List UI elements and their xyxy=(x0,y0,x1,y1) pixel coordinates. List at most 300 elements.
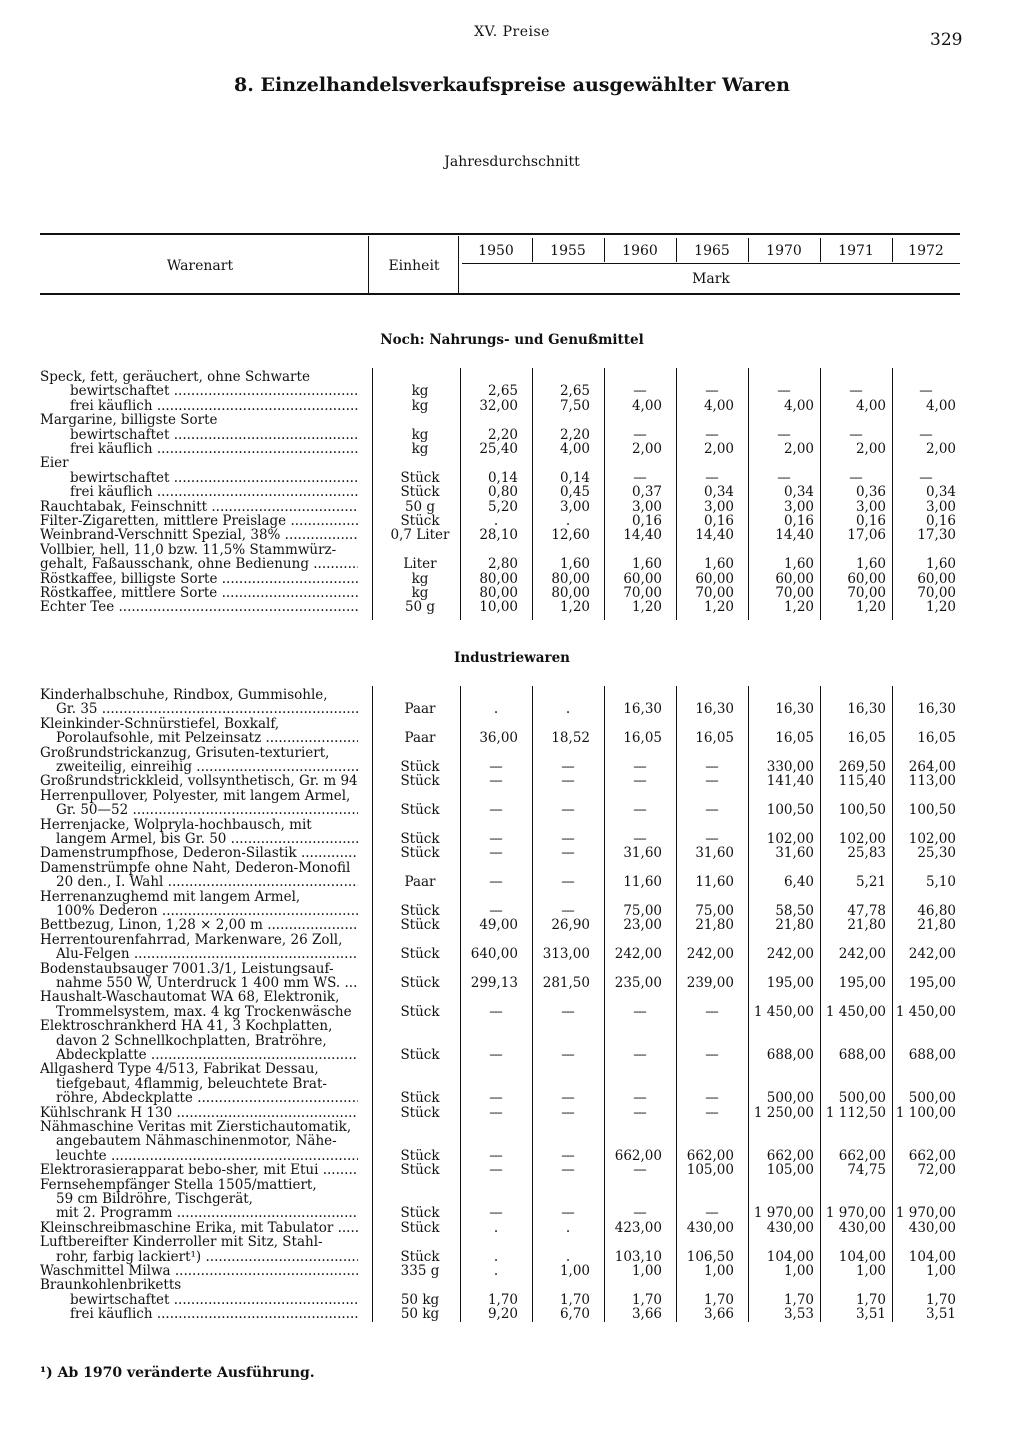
price-cell: 105,00 xyxy=(766,1162,814,1179)
price-cell: 2,65 xyxy=(487,383,518,400)
price-cell: 1,00 xyxy=(559,1263,590,1279)
table-row xyxy=(0,1178,1024,1192)
price-cell: 25,40 xyxy=(479,441,518,457)
row-label: Herrenjacke, Wolpryla-hochbausch, mit xyxy=(40,817,312,832)
price-cell: 2,00 xyxy=(925,441,956,457)
price-cell: 430,00 xyxy=(838,1219,886,1236)
price-cell: 70,00 xyxy=(847,585,886,601)
price-cell: 104,00 xyxy=(766,1248,814,1265)
row-label: Kühlschrank H 130 ..... xyxy=(40,1106,358,1120)
price-cell: 75,00 xyxy=(623,903,662,919)
row-label: Großrundstrickkleid, vollsynthetisch, Gr. m 94 xyxy=(40,774,358,789)
price-cell: 1 970,00 xyxy=(895,1205,956,1222)
price-cell: — xyxy=(489,1047,503,1063)
column-header-year: 1971 xyxy=(838,243,874,259)
row-label: Weinbrand-Verschnitt Spezial, 38% ..... xyxy=(40,528,358,542)
price-cell: — xyxy=(705,759,719,775)
price-cell: — xyxy=(561,1104,575,1121)
price-cell: 17,06 xyxy=(847,527,886,544)
price-cell: 31,60 xyxy=(695,845,734,862)
price-cell: 430,00 xyxy=(908,1219,956,1236)
table-row xyxy=(0,890,1024,904)
header-divider xyxy=(458,236,459,293)
price-cell: 4,00 xyxy=(855,397,886,414)
price-cell: — xyxy=(561,1147,575,1164)
year-divider xyxy=(532,238,533,262)
row-label: Rauchtabak, Feinschnitt ..... xyxy=(40,500,358,514)
price-cell: — xyxy=(849,469,863,486)
column-header-einheit: Einheit xyxy=(388,258,440,274)
price-cell: — xyxy=(849,383,863,400)
row-label: 100% Dederon ..... xyxy=(56,904,358,918)
price-cell: — xyxy=(919,426,933,443)
price-cell: 60,00 xyxy=(695,570,734,587)
price-cell: 104,00 xyxy=(908,1248,956,1265)
price-cell: 3,53 xyxy=(783,1306,814,1323)
price-cell: 662,00 xyxy=(838,1147,886,1164)
price-cell: — xyxy=(489,802,503,819)
price-cell: — xyxy=(633,1047,647,1063)
row-unit: kg xyxy=(411,585,429,601)
price-cell: 0,80 xyxy=(487,484,518,501)
price-cell: 1,70 xyxy=(855,1291,886,1308)
table-row xyxy=(0,1019,1024,1033)
table-row xyxy=(0,572,1024,586)
price-cell: 46,80 xyxy=(917,903,956,919)
price-cell: 36,00 xyxy=(479,730,518,747)
price-cell: 0,16 xyxy=(783,513,814,529)
price-cell: 21,80 xyxy=(847,917,886,934)
price-cell: 16,30 xyxy=(917,701,956,718)
price-cell: 2,20 xyxy=(487,426,518,443)
row-unit: Stück xyxy=(400,1219,440,1236)
row-label: Trommelsystem, max. 4 kg Trockenwäsche xyxy=(56,1004,352,1019)
row-unit: Stück xyxy=(400,845,440,862)
price-cell: 1 250,00 xyxy=(753,1104,814,1121)
price-cell: 1,70 xyxy=(783,1291,814,1308)
price-cell: — xyxy=(777,426,791,443)
table-row xyxy=(0,774,1024,788)
price-cell: 4,00 xyxy=(703,397,734,414)
price-cell: 21,80 xyxy=(775,917,814,934)
price-cell: 1,70 xyxy=(631,1291,662,1308)
row-label: Vollbier, hell, 11,0 bzw. 11,5% Stammwürz- xyxy=(40,542,337,557)
price-cell: 60,00 xyxy=(775,570,814,587)
price-cell: — xyxy=(489,759,503,775)
price-cell: — xyxy=(561,1047,575,1063)
price-cell: — xyxy=(489,874,503,891)
price-cell: 11,60 xyxy=(695,874,734,891)
price-cell: — xyxy=(489,1104,503,1121)
price-cell: — xyxy=(561,1003,575,1020)
price-cell: 3,00 xyxy=(925,498,956,515)
table-row xyxy=(0,500,1024,514)
price-cell: — xyxy=(705,1047,719,1063)
row-unit: 50 kg xyxy=(400,1291,440,1308)
price-cell: — xyxy=(633,1104,647,1121)
price-cell: 235,00 xyxy=(614,975,662,991)
footnote: ¹) Ab 1970 veränderte Ausführung. xyxy=(40,1365,315,1381)
price-cell: — xyxy=(633,1205,647,1222)
price-cell: 3,00 xyxy=(631,498,662,515)
row-label: Herrentourenfahrrad, Markenware, 26 Zoll, xyxy=(40,932,343,947)
price-cell: 1,20 xyxy=(925,599,956,616)
row-label: Margarine, billigste Sorte xyxy=(40,413,218,428)
price-cell: 16,30 xyxy=(623,701,662,718)
table-row xyxy=(0,586,1024,600)
price-cell: 1,20 xyxy=(703,599,734,616)
price-cell: — xyxy=(705,426,719,443)
price-cell: 3,66 xyxy=(703,1306,734,1323)
row-label: Luftbereifter Kinderroller mit Sitz, Stahl- xyxy=(40,1235,323,1250)
price-cell: 70,00 xyxy=(917,585,956,601)
price-cell: 6,40 xyxy=(783,874,814,891)
table-row xyxy=(0,456,1024,470)
price-cell: 239,00 xyxy=(686,975,734,991)
price-cell: 195,00 xyxy=(766,975,814,991)
price-cell: 299,13 xyxy=(470,975,518,991)
price-cell: 60,00 xyxy=(847,570,886,587)
price-cell: 2,00 xyxy=(855,441,886,457)
table-row xyxy=(0,471,1024,485)
price-cell: — xyxy=(633,1003,647,1020)
price-cell: 47,78 xyxy=(847,903,886,919)
year-divider xyxy=(892,238,893,262)
price-cell: 58,50 xyxy=(775,903,814,919)
table-row xyxy=(0,702,1024,716)
row-unit: Stück xyxy=(400,513,440,529)
row-unit: Stück xyxy=(400,1248,440,1265)
row-label: Röstkaffee, billigste Sorte ..... xyxy=(40,572,358,586)
price-cell: 16,30 xyxy=(695,701,734,718)
row-unit: Stück xyxy=(400,469,440,486)
price-cell: 2,00 xyxy=(783,441,814,457)
price-cell: 31,60 xyxy=(775,845,814,862)
row-label: röhre, Abdeckplatte ..... xyxy=(56,1091,358,1105)
price-cell: 0,14 xyxy=(559,469,590,486)
price-cell: 500,00 xyxy=(908,1090,956,1107)
price-cell: . xyxy=(493,1263,499,1279)
table-row xyxy=(0,990,1024,1004)
row-unit: Stück xyxy=(400,1047,440,1063)
price-cell: 1,00 xyxy=(631,1263,662,1279)
price-cell: — xyxy=(705,383,719,400)
row-unit: Stück xyxy=(400,946,440,963)
price-cell: 0,34 xyxy=(703,484,734,501)
column-header-year: 1970 xyxy=(766,243,802,259)
price-cell: — xyxy=(561,1090,575,1107)
row-label: Gr. 35 ..... xyxy=(56,702,358,716)
price-cell: 141,40 xyxy=(766,773,814,790)
price-cell: 1 450,00 xyxy=(825,1003,886,1020)
table-row xyxy=(0,384,1024,398)
table-row xyxy=(0,485,1024,499)
price-cell: . xyxy=(565,513,571,529)
row-label: Haushalt-Waschautomat WA 68, Elektronik, xyxy=(40,990,340,1005)
header-divider xyxy=(368,236,369,293)
row-label: bewirtschaftet ..... xyxy=(70,384,358,398)
section-title: Noch: Nahrungs- und Genußmittel xyxy=(380,332,644,348)
table-row xyxy=(0,1091,1024,1105)
table-row xyxy=(0,370,1024,384)
price-cell: 1,20 xyxy=(855,599,886,616)
price-cell: — xyxy=(489,831,503,847)
price-cell: 1,20 xyxy=(631,599,662,616)
price-cell: 640,00 xyxy=(470,946,518,963)
row-label: Kleinschreibmaschine Erika, mit Tabulator ..... xyxy=(40,1221,358,1235)
table-row xyxy=(0,557,1024,571)
price-cell: 25,83 xyxy=(847,845,886,862)
price-cell: 313,00 xyxy=(542,946,590,963)
year-divider xyxy=(604,238,605,262)
row-label: Allgasherd Type 4/513, Fabrikat Dessau, xyxy=(40,1062,319,1077)
row-label: zweiteilig, einreihig ..... xyxy=(56,760,358,774)
price-cell: 2,80 xyxy=(487,556,518,573)
price-cell: 102,00 xyxy=(838,831,886,847)
price-cell: 26,90 xyxy=(551,917,590,934)
header-bottom-rule xyxy=(40,293,960,295)
price-cell: 4,00 xyxy=(925,397,956,414)
price-cell: 16,30 xyxy=(847,701,886,718)
table-row xyxy=(0,1264,1024,1278)
price-cell: . xyxy=(493,701,499,718)
row-unit: Stück xyxy=(400,975,440,991)
table-row xyxy=(0,904,1024,918)
table-row xyxy=(0,528,1024,542)
table-subtitle: Jahresdurchschnitt xyxy=(444,154,580,170)
price-cell: 0,37 xyxy=(631,484,662,501)
price-cell: 60,00 xyxy=(917,570,956,587)
price-cell: — xyxy=(705,802,719,819)
section-title: Industriewaren xyxy=(454,650,570,666)
price-cell: 80,00 xyxy=(551,570,590,587)
price-cell: 1 450,00 xyxy=(895,1003,956,1020)
price-cell: 12,60 xyxy=(551,527,590,544)
row-label: frei käuflich ..... xyxy=(70,1307,358,1321)
table-row xyxy=(0,1048,1024,1062)
table-row xyxy=(0,442,1024,456)
price-cell: — xyxy=(633,773,647,790)
row-label: Nähmaschine Veritas mit Zierstichautomatik, xyxy=(40,1120,352,1134)
price-cell: 430,00 xyxy=(686,1219,734,1236)
price-cell: 3,00 xyxy=(703,498,734,515)
price-cell: 1 112,50 xyxy=(825,1104,886,1121)
page-number: 329 xyxy=(930,30,963,50)
price-cell: 242,00 xyxy=(614,946,662,963)
price-cell: 0,16 xyxy=(855,513,886,529)
price-cell: 74,75 xyxy=(847,1162,886,1179)
price-cell: 195,00 xyxy=(908,975,956,991)
table-row xyxy=(0,962,1024,976)
table-row xyxy=(0,1235,1024,1249)
price-cell: 1,70 xyxy=(925,1291,956,1308)
header-top-rule xyxy=(40,233,960,235)
price-cell: 0,16 xyxy=(925,513,956,529)
price-cell: 1,60 xyxy=(783,556,814,573)
row-label: frei käuflich ..... xyxy=(70,485,358,499)
price-cell: 0,16 xyxy=(631,513,662,529)
price-cell: 80,00 xyxy=(479,585,518,601)
price-cell: 1,00 xyxy=(855,1263,886,1279)
row-label: rohr, farbig lackiert¹) ..... xyxy=(56,1250,358,1264)
row-label: gehalt, Faßausschank, ohne Bedienung ..... xyxy=(40,557,358,571)
table-row xyxy=(0,861,1024,875)
row-label: nahme 550 W, Unterdruck 1 400 mm WS. ..... xyxy=(56,976,358,990)
price-cell: 14,40 xyxy=(775,527,814,544)
table-row xyxy=(0,428,1024,442)
price-cell: — xyxy=(919,383,933,400)
row-label: Herrenanzughemd mit langem Ärmel, xyxy=(40,889,301,904)
price-cell: 3,00 xyxy=(559,498,590,515)
price-cell: — xyxy=(561,759,575,775)
table-row xyxy=(0,1120,1024,1134)
row-unit: Liter xyxy=(403,556,437,573)
price-cell: — xyxy=(705,1104,719,1121)
row-label: Großrundstrickanzug, Grisuten-texturiert, xyxy=(40,745,330,760)
table-row xyxy=(0,1106,1024,1120)
price-cell: 242,00 xyxy=(838,946,886,963)
table-row xyxy=(0,947,1024,961)
row-label: Echter Tee ..... xyxy=(40,600,358,614)
price-cell: 0,36 xyxy=(855,484,886,501)
price-cell: 0,45 xyxy=(559,484,590,501)
row-unit: 50 g xyxy=(404,498,436,515)
price-cell: 1,00 xyxy=(703,1263,734,1279)
price-cell: — xyxy=(777,469,791,486)
year-divider xyxy=(748,238,749,262)
price-cell: 3,66 xyxy=(631,1306,662,1323)
price-cell: 115,40 xyxy=(838,773,886,790)
price-cell: — xyxy=(489,1003,503,1020)
price-cell: 1 100,00 xyxy=(895,1104,956,1121)
running-head: XV. Preise xyxy=(474,24,550,40)
row-unit: 0,7 Liter xyxy=(390,527,450,544)
row-label: Gr. 50—52 ..... xyxy=(56,803,358,817)
price-cell: 23,00 xyxy=(623,917,662,934)
price-cell: 4,00 xyxy=(559,441,590,457)
row-unit: Stück xyxy=(400,773,440,790)
price-cell: — xyxy=(489,1147,503,1164)
price-cell: 1 970,00 xyxy=(825,1205,886,1222)
price-cell: 688,00 xyxy=(766,1047,814,1063)
row-label: 20 den., I. Wahl ..... xyxy=(56,875,358,889)
price-cell: 1,70 xyxy=(487,1291,518,1308)
page-title: 8. Einzelhandelsverkaufspreise ausgewählter Waren xyxy=(234,74,790,96)
row-label: Damenstrumpfhose, Dederon-Silastik ..... xyxy=(40,846,358,860)
price-cell: — xyxy=(633,469,647,486)
price-cell: 70,00 xyxy=(775,585,814,601)
table-row xyxy=(0,731,1024,745)
table-row xyxy=(0,1077,1024,1091)
table-row xyxy=(0,789,1024,803)
row-label: leuchte ..... xyxy=(56,1149,358,1163)
price-cell: 281,50 xyxy=(542,975,590,991)
price-cell: 14,40 xyxy=(623,527,662,544)
price-cell: 80,00 xyxy=(479,570,518,587)
price-cell: 70,00 xyxy=(695,585,734,601)
table-row xyxy=(0,832,1024,846)
price-cell: 688,00 xyxy=(908,1047,956,1063)
row-unit: Stück xyxy=(400,1205,440,1222)
price-cell: — xyxy=(705,469,719,486)
row-unit: Stück xyxy=(400,759,440,775)
row-label: 59 cm Bildröhre, Tischgerät, xyxy=(56,1192,253,1206)
table-row xyxy=(0,846,1024,860)
row-unit: kg xyxy=(411,397,429,414)
price-cell: 269,50 xyxy=(838,759,886,775)
price-cell: — xyxy=(561,874,575,891)
price-cell: 1 970,00 xyxy=(753,1205,814,1222)
row-label: Elektroschrankherd HA 41, 3 Kochplatten, xyxy=(40,1019,333,1034)
price-cell: 3,00 xyxy=(855,498,886,515)
price-cell: 16,05 xyxy=(695,730,734,747)
row-unit: Stück xyxy=(400,1147,440,1164)
price-cell: — xyxy=(561,802,575,819)
price-cell: . xyxy=(493,1219,499,1236)
price-cell: — xyxy=(633,831,647,847)
table-row xyxy=(0,688,1024,702)
price-cell: . xyxy=(493,1248,499,1265)
row-label: mit 2. Programm ..... xyxy=(56,1206,358,1220)
table-row xyxy=(0,1221,1024,1235)
column-header-year: 1955 xyxy=(550,243,586,259)
row-label: davon 2 Schnellkochplatten, Bratröhre, xyxy=(56,1033,327,1048)
row-unit: 50 g xyxy=(404,599,436,616)
table-row xyxy=(0,746,1024,760)
price-cell: 75,00 xyxy=(695,903,734,919)
table-row xyxy=(0,1250,1024,1264)
table-row xyxy=(0,933,1024,947)
price-cell: 242,00 xyxy=(908,946,956,963)
row-label: Fernsehempfänger Stella 1505/mattiert, xyxy=(40,1177,317,1192)
price-cell: 330,00 xyxy=(766,759,814,775)
row-label: Waschmittel Milwa ..... xyxy=(40,1264,358,1278)
price-cell: — xyxy=(489,1090,503,1107)
row-unit: Stück xyxy=(400,831,440,847)
price-cell: 0,14 xyxy=(487,469,518,486)
price-cell: 1,60 xyxy=(631,556,662,573)
price-cell: 49,00 xyxy=(479,917,518,934)
price-cell: 32,00 xyxy=(479,397,518,414)
price-cell: — xyxy=(849,426,863,443)
price-cell: 662,00 xyxy=(614,1147,662,1164)
table-row xyxy=(0,875,1024,889)
table-row xyxy=(0,1206,1024,1220)
price-cell: . xyxy=(565,1248,571,1265)
price-cell: — xyxy=(489,903,503,919)
price-cell: 16,05 xyxy=(847,730,886,747)
price-cell: 70,00 xyxy=(623,585,662,601)
price-cell: . xyxy=(493,513,499,529)
row-label: angebautem Nähmaschinenmotor, Nähe- xyxy=(56,1134,337,1149)
price-cell: 662,00 xyxy=(908,1147,956,1164)
row-label: Damenstrümpfe ohne Naht, Dederon-Monofil xyxy=(40,860,351,875)
price-cell: 2,00 xyxy=(631,441,662,457)
price-cell: — xyxy=(489,1205,503,1222)
price-cell: 1,60 xyxy=(703,556,734,573)
price-cell: 5,21 xyxy=(855,874,886,891)
price-cell: 16,05 xyxy=(775,730,814,747)
row-unit: Paar xyxy=(404,730,436,747)
price-cell: 11,60 xyxy=(623,874,662,891)
price-cell: 1 450,00 xyxy=(753,1003,814,1020)
table-row xyxy=(0,1293,1024,1307)
row-label: frei käuflich ..... xyxy=(70,399,358,413)
row-unit: Stück xyxy=(400,1003,440,1020)
price-cell: 16,05 xyxy=(917,730,956,747)
row-unit: kg xyxy=(411,441,429,457)
price-cell: 105,00 xyxy=(686,1162,734,1179)
